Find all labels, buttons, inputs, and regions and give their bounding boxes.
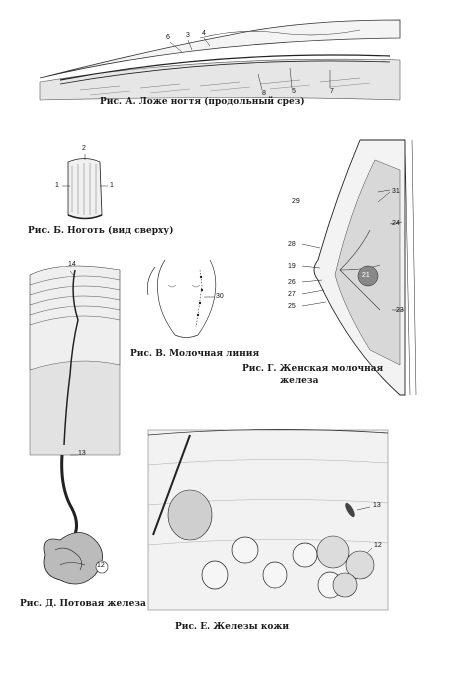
figure-a bbox=[0, 0, 462, 120]
figure-e bbox=[145, 425, 462, 640]
label-14: 14 bbox=[68, 261, 76, 268]
label-2: 2 bbox=[82, 145, 86, 152]
caption-g-line2: железа bbox=[280, 376, 319, 386]
label-27: 27 bbox=[288, 291, 296, 298]
figure-v bbox=[130, 255, 260, 365]
label-7: 7 bbox=[330, 88, 334, 95]
nail-top-view-illustration bbox=[0, 140, 160, 240]
label-19: 19 bbox=[288, 263, 296, 270]
label-29: 29 bbox=[292, 198, 300, 205]
figure-g bbox=[240, 130, 462, 420]
label-8: 8 bbox=[262, 90, 266, 97]
label-4: 4 bbox=[202, 30, 206, 37]
figure-b bbox=[0, 140, 174, 240]
mammary-gland-illustration bbox=[240, 130, 462, 420]
label-23: 23 bbox=[396, 307, 404, 314]
caption-v: Рис. В. Молочная линия bbox=[130, 349, 260, 359]
label-13: 13 bbox=[78, 450, 86, 457]
label-6: 6 bbox=[166, 34, 170, 41]
caption-b: Рис. Б. Ноготь (вид сверху) bbox=[28, 226, 174, 236]
caption-d: Рис. Д. Потовая железа bbox=[20, 599, 146, 609]
label-26: 26 bbox=[288, 279, 296, 286]
skin-glands-illustration bbox=[145, 425, 462, 640]
label-1-right: 1 bbox=[110, 182, 114, 189]
sweat-gland-illustration bbox=[0, 255, 140, 615]
label-1-left: 1 bbox=[55, 182, 59, 189]
figure-d bbox=[0, 255, 146, 615]
label-12: 12 bbox=[97, 562, 105, 569]
caption-e: Рис. Е. Железы кожи bbox=[175, 622, 290, 632]
label-12-e: 12 bbox=[374, 542, 382, 549]
caption-g-line1: Рис. Г. Женская молочная bbox=[242, 364, 384, 374]
label-31: 31 bbox=[392, 188, 400, 195]
label-21: 21 bbox=[362, 272, 370, 279]
label-5: 5 bbox=[292, 88, 296, 95]
label-28: 28 bbox=[288, 241, 296, 248]
label-24: 24 bbox=[392, 220, 400, 227]
label-13-e: 13 bbox=[373, 502, 381, 509]
label-30: 30 bbox=[216, 293, 224, 300]
label-25: 25 bbox=[288, 303, 296, 310]
label-3: 3 bbox=[186, 32, 190, 39]
caption-a: Рис. А. Ложе ногтя (продольный срез) bbox=[100, 97, 305, 107]
